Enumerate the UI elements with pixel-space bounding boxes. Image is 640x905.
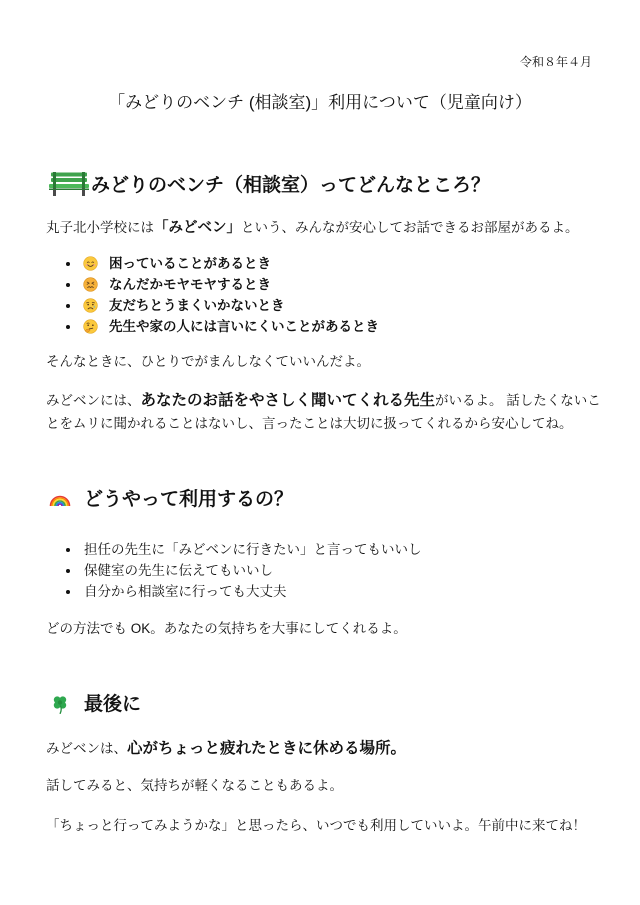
list-item-text: 担任の先生に「みどベンに行きたい」と言ってもいいし: [84, 542, 422, 557]
nickname-highlight: 「みどベン」: [154, 220, 241, 236]
list-item-text: 困っていることがあるとき: [109, 256, 271, 271]
document-title: 「みどりのベンチ (相談室)」利用について（児童向け）: [108, 93, 532, 112]
list-item-text: 先生や家の人には言いにくいことがあるとき: [109, 319, 379, 334]
document-date: 令和８年４月: [519, 55, 592, 69]
section-heading-finally: 最後に: [84, 694, 142, 715]
closing-invitation-text: 「ちょっと行ってみようかな」と思ったら、いつでも利用していいよ。午前中に来てね！: [46, 818, 586, 833]
sad-face-icon: [83, 298, 98, 313]
bullet-dot: [66, 548, 70, 552]
list-item: [46, 539, 566, 560]
bullet-dot: [66, 325, 70, 329]
bullet-dot: [66, 262, 70, 266]
intro-text-continued: という、みんなが安心してお話できるお部屋があるよ。: [241, 220, 579, 235]
smiling-face-icon: [83, 256, 98, 271]
bullet-dot: [66, 569, 70, 573]
bullet-dot: [66, 304, 70, 308]
bullet-dot: [66, 283, 70, 287]
intro-paragraph: [46, 218, 602, 238]
list-item: [46, 274, 566, 295]
summary-text: みどベンは、: [46, 741, 127, 756]
rest-place-highlight: 心がちょっと疲れたときに休める場所。: [127, 740, 407, 757]
list-item-text: 自分から相談室に行っても大丈夫: [84, 584, 287, 599]
reassurance-text: そんなときに、ひとりでがまんしなくていいんだよ。: [46, 354, 370, 369]
list-item-text: 友だちとうまくいかないとき: [109, 298, 285, 313]
description-text: みどベンには、: [46, 393, 141, 408]
section-heading-how-to-use: どうやって利用するの？: [84, 489, 294, 510]
list-item: [46, 581, 566, 602]
list-item: [46, 295, 566, 316]
clover-icon: [52, 695, 68, 714]
any-method-ok-text: どの方法でも OK。あなたの気持ちを大事にしてくれるよ。: [46, 621, 407, 636]
list-item-text: 保健室の先生に伝えてもいいし: [84, 563, 273, 578]
intro-text: 丸子北小学校には: [46, 220, 154, 235]
bullet-dot: [66, 590, 70, 594]
summary-paragraph: [46, 738, 602, 760]
closing-text: 話してみると、気持ちが軽くなることもあるよ。: [46, 778, 343, 793]
section-heading-about: みどりのベンチ（相談室）ってどんなところ？: [91, 175, 491, 196]
description-paragraph: [46, 389, 602, 435]
description-text-continued: がいるよ。 話したくないことをムリに聞かれることはないし、言ったことは大切に扱ってくれるから安心してね。: [46, 393, 601, 431]
thinking-face-icon: [83, 319, 98, 334]
bench-icon: [48, 172, 90, 196]
rainbow-icon: [49, 491, 71, 507]
situation-list: [46, 253, 566, 337]
teacher-highlight: あなたのお話をやさしく聞いてくれる先生: [140, 392, 436, 409]
persevering-face-icon: [83, 277, 98, 292]
list-item: [46, 560, 566, 581]
list-item: [46, 316, 566, 337]
list-item-text: なんだかモヤモヤするとき: [109, 277, 271, 292]
usage-list: [46, 539, 566, 602]
list-item: [46, 253, 566, 274]
